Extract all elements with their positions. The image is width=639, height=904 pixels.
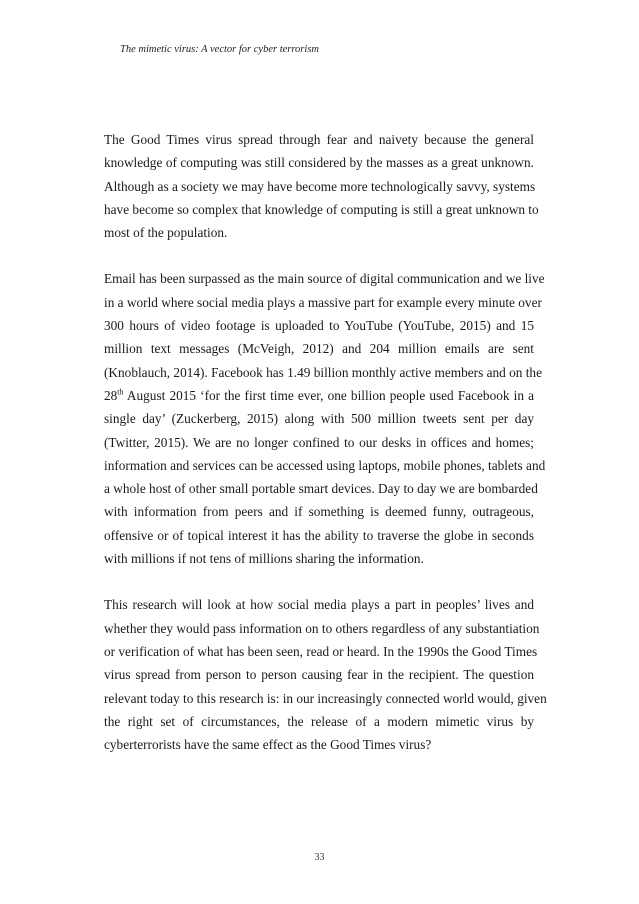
paragraph-line: virus spread from person to person causing fear in the recipient. The question: [104, 667, 534, 683]
ordinal-suffix: th: [117, 387, 124, 397]
date-day: 28: [104, 387, 118, 403]
paragraph-line: knowledge of computing was still considered by the masses as a great unknown.: [104, 155, 534, 171]
paragraph-line: the right set of circumstances, the release of a modern mimetic virus by: [104, 713, 534, 729]
paragraph-line: cyberterrorists have the same effect as the Good Times virus?: [104, 737, 432, 753]
paragraph-line: have become so complex that knowledge of computing is still a great unknown to: [104, 201, 539, 217]
paragraph-line: (Knoblauch, 2014). Facebook has 1.49 billion monthly active members and on the: [104, 364, 542, 380]
page-number: 33: [314, 852, 325, 863]
paragraph-2: [104, 267, 546, 570]
paragraph-1: [104, 128, 539, 244]
paragraph-line: with millions if not tens of millions sharing the information.: [104, 551, 424, 567]
paragraph-line: Email has been surpassed as the main source of digital communication and we live: [104, 271, 545, 287]
paragraph-line: million text messages (McVeigh, 2012) and 204 million emails are sent: [104, 341, 534, 357]
paragraph-line: whether they would pass information on to others regardless of any substantiation: [104, 620, 540, 636]
running-header: The mimetic virus: A vector for cyber terrorism: [120, 44, 319, 55]
paragraph-line: Although as a society we may have become more technologically savvy, systems: [104, 178, 536, 194]
paragraph-line-with-superscript: [104, 384, 534, 407]
paragraph-line: or verification of what has been seen, read or heard. In the 1990s the Good Times: [104, 643, 538, 659]
paragraph-line: information and services can be accessed using laptops, mobile phones, tablets and: [104, 457, 546, 473]
paragraph-line: 300 hours of video footage is uploaded to YouTube (YouTube, 2015) and 15: [104, 318, 534, 334]
paragraph-3: [104, 593, 547, 756]
paragraph-line: in a world where social media plays a massive part for example every minute over: [104, 294, 542, 310]
line-remainder: August 2015 ‘for the first time ever, one billion people used Facebook in a: [123, 387, 534, 403]
paragraph-line: This research will look at how social media plays a part in peoples’ lives and: [104, 597, 534, 613]
paragraph-line: (Twitter, 2015). We are no longer confined to our desks in offices and homes;: [104, 434, 534, 450]
paragraph-line: single day’ (Zuckerberg, 2015) along with 500 million tweets sent per day: [104, 411, 534, 427]
paragraph-line: a whole host of other small portable smart devices. Day to day we are bombarded: [104, 481, 538, 497]
paragraph-line: with information from peers and if something is deemed funny, outrageous,: [104, 504, 534, 520]
paragraph-line: relevant today to this research is: in our increasingly connected world would, given: [104, 690, 547, 706]
paragraph-line: most of the population.: [104, 225, 228, 241]
body-text: [104, 128, 547, 779]
paragraph-line: The Good Times virus spread through fear and naivety because the general: [104, 132, 534, 147]
paragraph-line: offensive or of topical interest it has the ability to traverse the globe in seconds: [104, 527, 534, 543]
